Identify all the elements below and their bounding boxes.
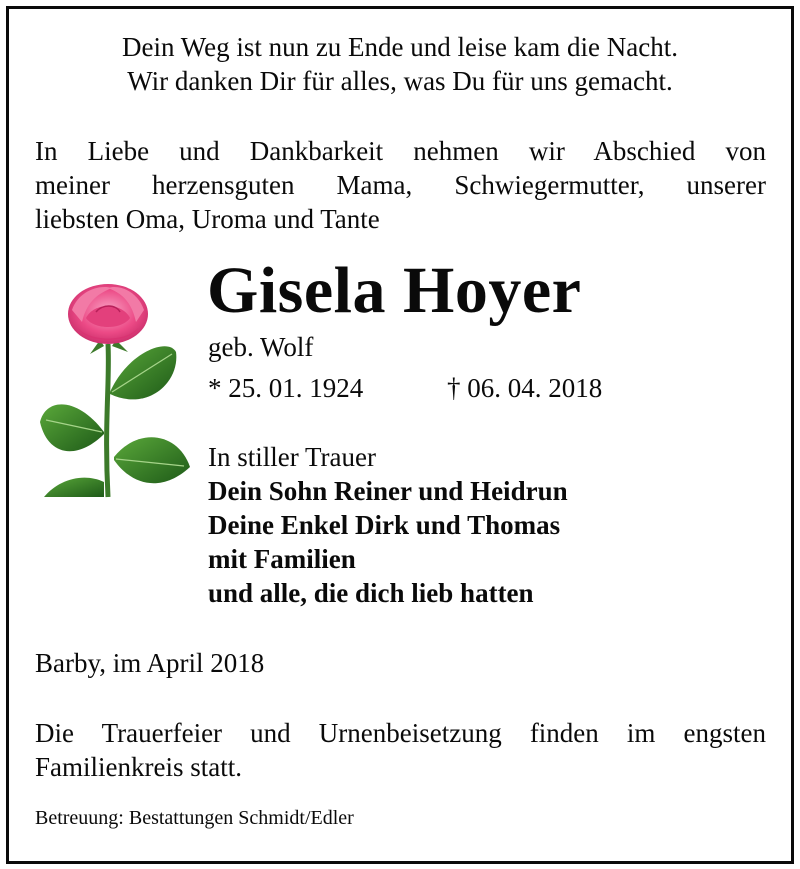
deceased-name: Gisela Hoyer <box>207 254 582 327</box>
intro-text <box>35 134 766 236</box>
place-date: Barby, im April 2018 <box>35 648 265 678</box>
mourners-heading: In stiller Trauer <box>208 442 376 472</box>
birth-date: * 25. 01. 1924 <box>208 373 364 403</box>
motto-verse <box>0 30 800 98</box>
mourner-line: und alle, die dich lieb hatten <box>208 578 534 608</box>
service-line: Familienkreis statt. <box>35 752 242 782</box>
mourner-line: Dein Sohn Reiner und Heidrun <box>208 476 568 506</box>
funeral-home-credit: Betreuung: Bestattungen Schmidt/Edler <box>35 807 354 829</box>
mourners-block <box>208 440 568 610</box>
service-info <box>35 716 766 784</box>
rose-icon <box>38 282 198 502</box>
intro-line: In Liebe und Dankbarkeit nehmen wir Abschied von <box>35 136 766 166</box>
maiden-name: geb. Wolf <box>208 332 314 362</box>
mourner-line: Deine Enkel Dirk und Thomas <box>208 510 561 540</box>
motto-line: Wir danken Dir für alles, was Du für uns gemacht. <box>127 66 673 96</box>
motto-line: Dein Weg ist nun zu Ende und leise kam die Nacht. <box>122 32 678 62</box>
death-date: † 06. 04. 2018 <box>447 373 603 403</box>
intro-line: liebsten Oma, Uroma und Tante <box>35 204 380 234</box>
intro-line: meiner herzensguten Mama, Schwiegermutter, unserer <box>35 170 766 200</box>
service-line: Die Trauerfeier und Urnenbeisetzung finden im engsten <box>35 718 766 748</box>
mourner-line: mit Familien <box>208 544 356 574</box>
